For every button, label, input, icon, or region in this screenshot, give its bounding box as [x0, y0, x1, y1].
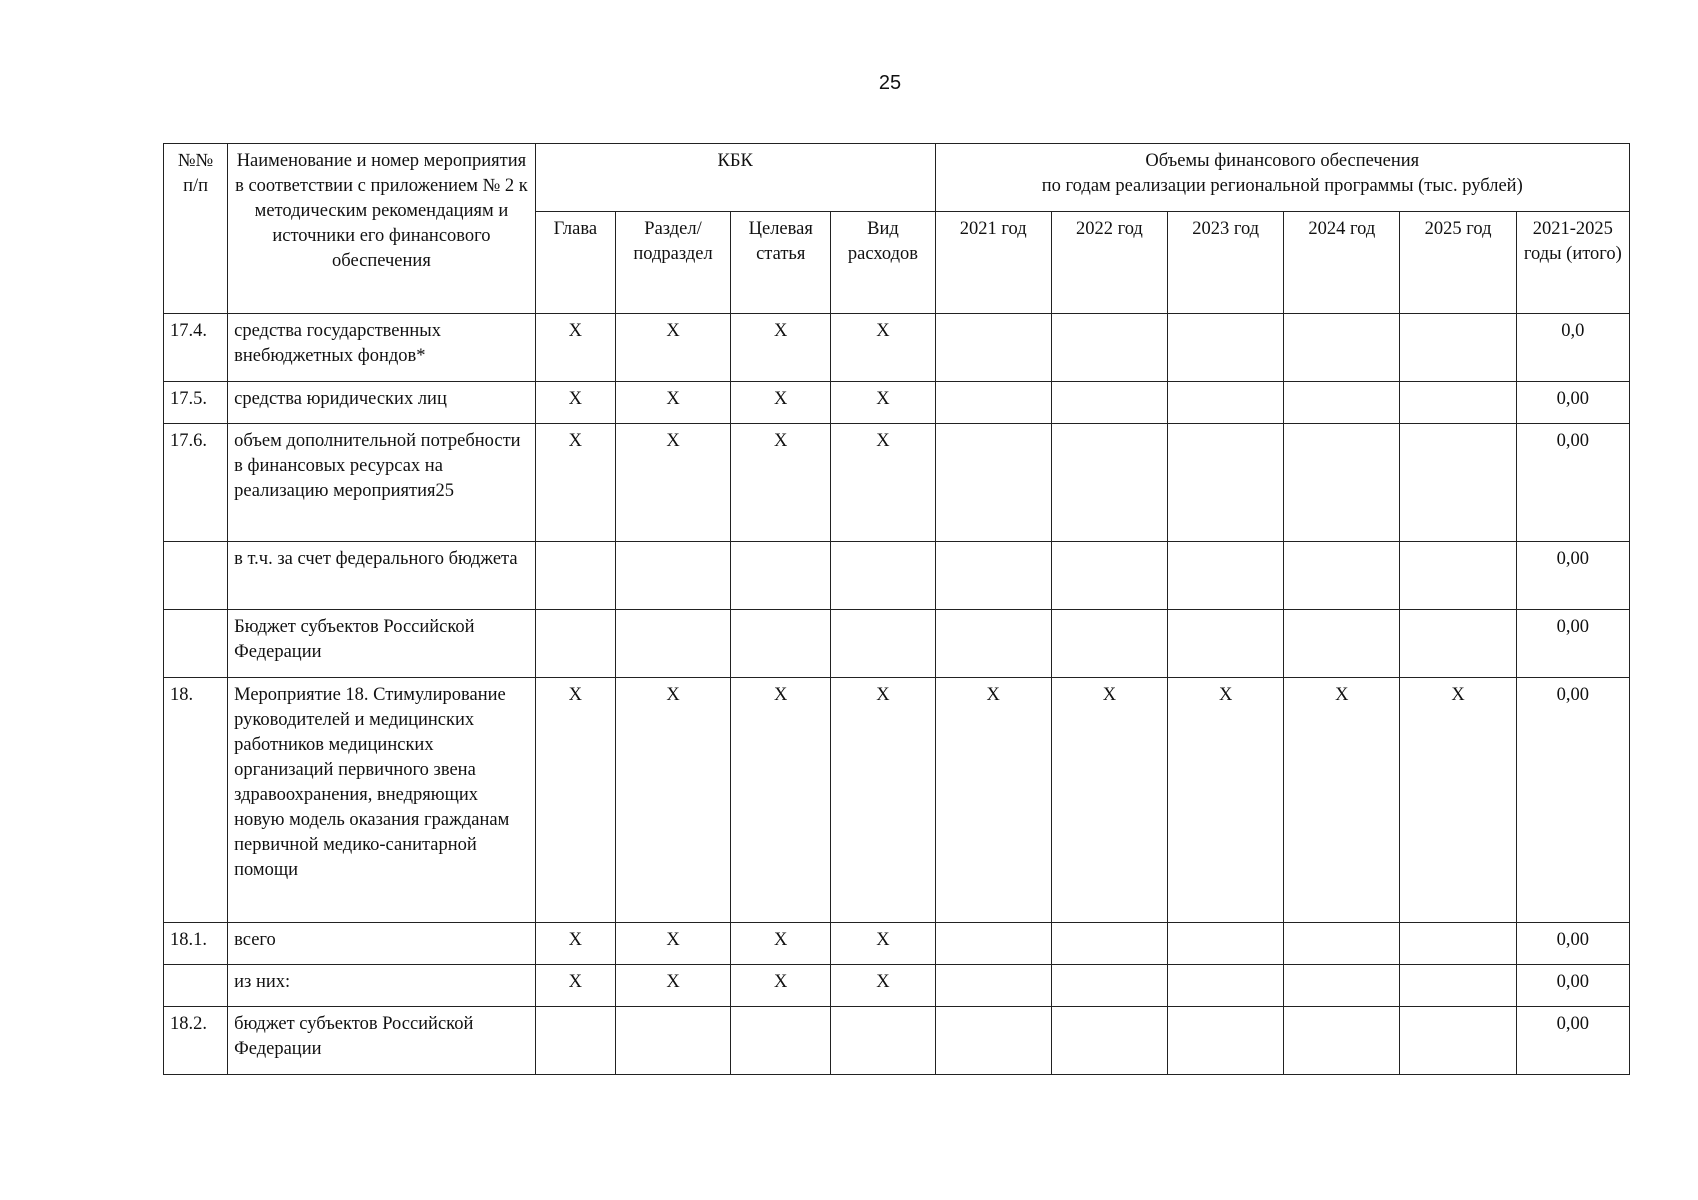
header-year-col: 2024 год — [1284, 212, 1400, 314]
total-cell: 0,00 — [1516, 424, 1629, 542]
year-cell — [1284, 610, 1400, 678]
kbk-cell: Х — [535, 314, 615, 382]
kbk-cell: Х — [731, 965, 831, 1007]
total-cell: 0,00 — [1516, 382, 1629, 424]
row-num: 17.4. — [164, 314, 228, 382]
row-name: из них: — [228, 965, 536, 1007]
year-cell: Х — [1400, 678, 1516, 923]
row-num: 18. — [164, 678, 228, 923]
kbk-cell: Х — [535, 923, 615, 965]
kbk-cell: Х — [615, 382, 730, 424]
table-row — [164, 382, 1630, 424]
header-num: №№ п/п — [164, 144, 228, 314]
kbk-cell: Х — [535, 424, 615, 542]
kbk-cell: Х — [831, 424, 935, 542]
year-cell — [1400, 1007, 1516, 1075]
year-cell — [1400, 610, 1516, 678]
total-cell: 0,00 — [1516, 542, 1629, 610]
kbk-cell — [731, 1007, 831, 1075]
year-cell: Х — [1051, 678, 1167, 923]
total-cell: 0,00 — [1516, 923, 1629, 965]
kbk-cell: Х — [831, 965, 935, 1007]
year-cell — [1051, 923, 1167, 965]
page-number: 25 — [878, 72, 902, 94]
row-name: в т.ч. за счет федерального бюджета — [228, 542, 536, 610]
header-kbk-col: Вид расходов — [831, 212, 935, 314]
kbk-cell: Х — [615, 923, 730, 965]
row-name: средства государственных внебюджетных фондов* — [228, 314, 536, 382]
year-cell — [935, 923, 1051, 965]
row-num: 18.2. — [164, 1007, 228, 1075]
table-row — [164, 1007, 1630, 1075]
kbk-cell — [535, 1007, 615, 1075]
kbk-cell: Х — [831, 923, 935, 965]
row-name: бюджет субъектов Российской Федерации — [228, 1007, 536, 1075]
year-cell — [1400, 314, 1516, 382]
year-cell — [1400, 923, 1516, 965]
year-cell — [1051, 424, 1167, 542]
kbk-cell: Х — [831, 382, 935, 424]
kbk-cell: Х — [615, 965, 730, 1007]
year-cell — [935, 314, 1051, 382]
table-row — [164, 678, 1630, 923]
year-cell — [1284, 382, 1400, 424]
row-name: объем дополнительной потребности в финансовых ресурсах на реализацию мероприятия25 — [228, 424, 536, 542]
year-cell — [1168, 923, 1284, 965]
header-year-col: 2021 год — [935, 212, 1051, 314]
row-num: 18.1. — [164, 923, 228, 965]
table-row — [164, 424, 1630, 542]
year-cell — [1168, 424, 1284, 542]
year-cell — [1284, 424, 1400, 542]
table-row — [164, 965, 1630, 1007]
header-volumes-subtitle: по годам реализации региональной программы (тыс. рублей) — [1041, 176, 1523, 196]
total-cell: 0,00 — [1516, 678, 1629, 923]
total-cell: 0,00 — [1516, 1007, 1629, 1075]
year-cell — [1051, 542, 1167, 610]
header-row-1 — [164, 144, 1630, 212]
total-cell: 0,00 — [1516, 965, 1629, 1007]
year-cell — [1400, 382, 1516, 424]
year-cell — [935, 382, 1051, 424]
kbk-cell: Х — [731, 923, 831, 965]
kbk-cell: Х — [731, 678, 831, 923]
total-cell: 0,00 — [1516, 610, 1629, 678]
header-kbk-col: Раздел/ подраздел — [615, 212, 730, 314]
year-cell — [1168, 542, 1284, 610]
kbk-cell — [831, 610, 935, 678]
kbk-cell — [615, 542, 730, 610]
year-cell — [1168, 610, 1284, 678]
header-kbk: КБК — [535, 144, 935, 212]
year-cell — [935, 542, 1051, 610]
kbk-cell — [615, 610, 730, 678]
kbk-cell — [831, 1007, 935, 1075]
year-cell — [1051, 382, 1167, 424]
kbk-cell: Х — [731, 424, 831, 542]
kbk-cell — [535, 610, 615, 678]
header-year-col: 2025 год — [1400, 212, 1516, 314]
row-num: 17.6. — [164, 424, 228, 542]
kbk-cell: Х — [535, 382, 615, 424]
kbk-cell — [615, 1007, 730, 1075]
kbk-cell: Х — [831, 678, 935, 923]
header-volumes — [935, 144, 1629, 212]
header-kbk-col: Глава — [535, 212, 615, 314]
kbk-cell: Х — [535, 965, 615, 1007]
kbk-cell: Х — [731, 382, 831, 424]
year-cell — [1284, 314, 1400, 382]
row-name: всего — [228, 923, 536, 965]
row-num: 17.5. — [164, 382, 228, 424]
year-cell — [1168, 382, 1284, 424]
year-cell — [1400, 542, 1516, 610]
year-cell: Х — [1284, 678, 1400, 923]
kbk-cell: Х — [615, 678, 730, 923]
table-row — [164, 923, 1630, 965]
kbk-cell — [731, 610, 831, 678]
total-cell: 0,0 — [1516, 314, 1629, 382]
year-cell — [1284, 1007, 1400, 1075]
header-year-col: 2021-2025 годы (итого) — [1516, 212, 1629, 314]
year-cell — [1284, 542, 1400, 610]
row-num — [164, 965, 228, 1007]
header-year-col: 2022 год — [1051, 212, 1167, 314]
row-name: Бюджет субъектов Российской Федерации — [228, 610, 536, 678]
year-cell — [935, 610, 1051, 678]
year-cell — [935, 424, 1051, 542]
header-year-col: 2023 год — [1168, 212, 1284, 314]
year-cell — [1051, 314, 1167, 382]
year-cell — [1168, 1007, 1284, 1075]
table-row — [164, 314, 1630, 382]
year-cell — [1051, 610, 1167, 678]
year-cell: Х — [935, 678, 1051, 923]
header-name: Наименование и номер мероприятия в соответствии с приложением № 2 к методическим рекомендациям и источники его финансового обеспечения — [228, 144, 536, 314]
row-num — [164, 610, 228, 678]
kbk-cell — [831, 542, 935, 610]
year-cell — [1400, 965, 1516, 1007]
year-cell — [935, 965, 1051, 1007]
year-cell — [1168, 965, 1284, 1007]
row-name: средства юридических лиц — [228, 382, 536, 424]
kbk-cell: Х — [535, 678, 615, 923]
year-cell — [1051, 965, 1167, 1007]
kbk-cell: Х — [615, 314, 730, 382]
table-row — [164, 610, 1630, 678]
financing-table — [163, 143, 1630, 1075]
kbk-cell: Х — [615, 424, 730, 542]
row-num — [164, 542, 228, 610]
year-cell — [1168, 314, 1284, 382]
kbk-cell: Х — [731, 314, 831, 382]
year-cell — [1284, 965, 1400, 1007]
kbk-cell — [731, 542, 831, 610]
row-name: Мероприятие 18. Стимулирование руководителей и медицинских работников медицинских организаций первичного звена здравоохранения, внедряющих новую модель оказания гражданам первичной медико-санитарной помощи — [228, 678, 536, 923]
header-kbk-col: Целевая статья — [731, 212, 831, 314]
year-cell — [1051, 1007, 1167, 1075]
kbk-cell: Х — [831, 314, 935, 382]
table-row — [164, 542, 1630, 610]
year-cell — [935, 1007, 1051, 1075]
header-volumes-title: Объемы финансового обеспечения — [1145, 151, 1420, 171]
kbk-cell — [535, 542, 615, 610]
year-cell — [1284, 923, 1400, 965]
year-cell: Х — [1168, 678, 1284, 923]
year-cell — [1400, 424, 1516, 542]
